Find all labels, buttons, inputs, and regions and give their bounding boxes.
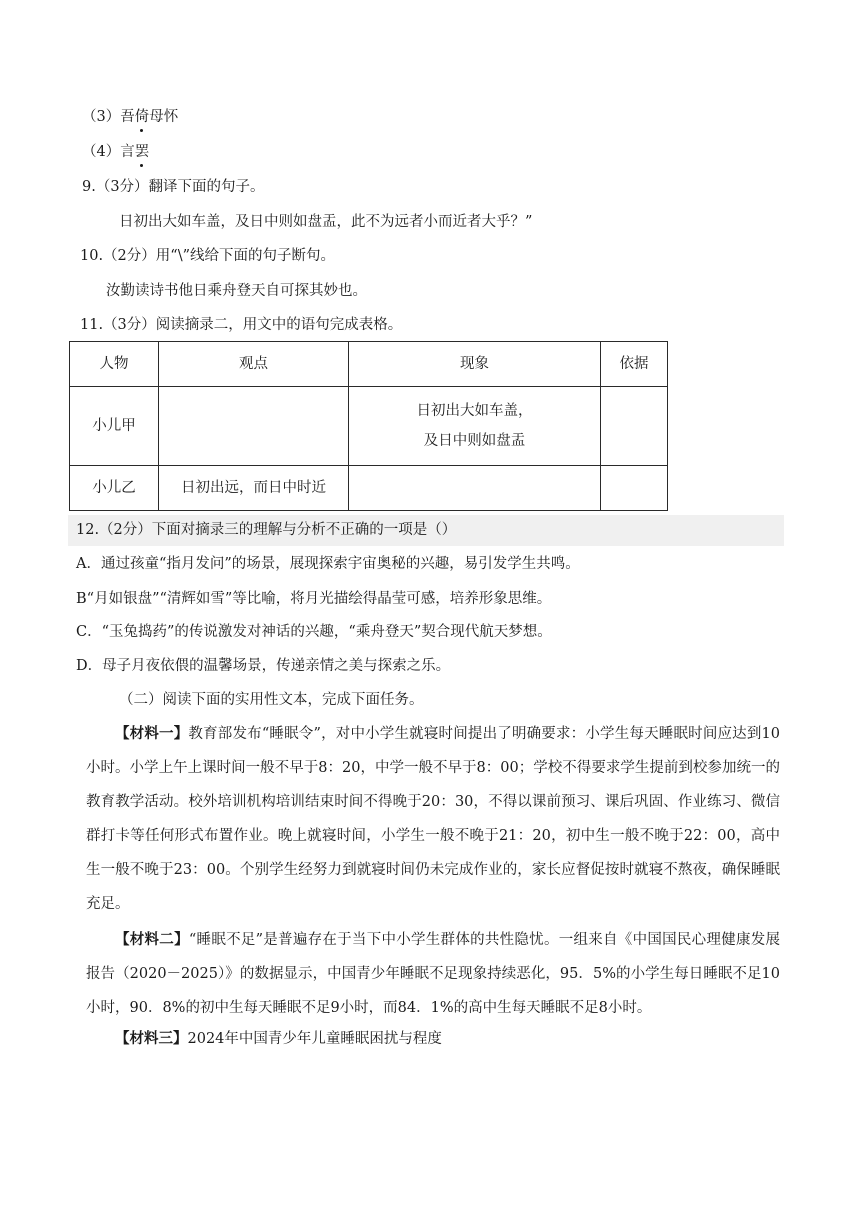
- question-9-label: 9.（3分）翻译下面的句子。: [82, 179, 265, 195]
- phenomenon-line-2: 及日中则如盘盂: [423, 433, 526, 449]
- section-2-title: （二）阅读下面的实用性文本，完成下面任务。: [119, 692, 424, 708]
- phenomenon-line-1: 日初出大如车盖，: [416, 403, 533, 419]
- material-3-text: 2024年中国青少年儿童睡眠困扰与程度: [187, 1031, 442, 1047]
- material-3: [86, 1022, 780, 1056]
- option-b[interactable]: B“月如银盘”“清辉如雪”等比喻，将月光描绘得晶莹可感，培养形象思维。: [76, 591, 552, 607]
- cell-person: 小儿乙: [70, 466, 159, 511]
- header-view: 观点: [159, 342, 349, 387]
- material-2-text: “睡眠不足”是普遍存在于当下中小学生群体的共性隐忧。一组来自《中国国民心理健康发展报告（2020－2025）》的数据显示，中国青少年睡眠不足现象持续恶化，95．5%的小学生每日睡眠不足10小时，90．8%的初中生每天睡眠不足9小时，而84．1%的高中生每天睡眠不足8小时。: [86, 932, 781, 1016]
- material-2: [86, 923, 780, 1025]
- header-phenomenon: 现象: [349, 342, 601, 387]
- item-4-dotted-char: 罢: [134, 144, 150, 160]
- item-4: [82, 142, 149, 162]
- material-2-tag: 【材料二】: [115, 931, 189, 948]
- question-12-label: 12.（2分）下面对摘录三的理解与分析不正确的一项是（）: [76, 522, 457, 538]
- material-1-text: 教育部发布“睡眠令”，对中小学生就寝时间提出了明确要求：小学生每天睡眠时间应达到10小时。小学上午上课时间一般不早于8：20，中学一般不早于8：00；学校不得要求学生提前到校参加统一的教育教学活动。校外培训机构培训结束时间不得晚于20：30，不得以课前预习、课后巩固、作业练习、微信群打卡等任何形式布置作业。晚上就寝时间，小学生一般不晚于21：20，初中生一般不晚于22：00，高中生一般不晚于23：00。个别学生经努力到就寝时间仍未完成作业的，家长应督促按时就寝不熬夜，确保睡眠充足。: [86, 726, 781, 912]
- material-1: [86, 717, 780, 921]
- item-4-prefix: （4）言: [82, 144, 135, 160]
- option-a[interactable]: A．通过孩童“指月发问”的场景，展现探索宇宙奥秘的兴趣，易引发学生共鸣。: [76, 556, 580, 572]
- material-1-tag: 【材料一】: [115, 725, 189, 742]
- item-3-dotted-char: 倚: [134, 109, 150, 125]
- cell-basis-blank[interactable]: [601, 466, 668, 511]
- question-11-label: 11.（3分）阅读摘录二，用文中的语句完成表格。: [80, 317, 403, 333]
- header-basis: 依据: [601, 342, 668, 387]
- cell-phenomenon: [349, 387, 601, 466]
- table-row: [70, 387, 668, 466]
- item-3-prefix: （3）吾: [82, 109, 135, 125]
- cell-basis-blank[interactable]: [601, 387, 668, 466]
- table-row: [70, 466, 668, 511]
- answer-table: [69, 341, 668, 511]
- cell-phenomenon-blank[interactable]: [349, 466, 601, 511]
- cell-view-blank[interactable]: [159, 387, 349, 466]
- material-3-tag: 【材料三】: [115, 1030, 188, 1047]
- cell-view: 日初出远，而日中时近: [159, 466, 349, 511]
- option-d[interactable]: D．母子月夜依偎的温馨场景，传递亲情之美与探索之乐。: [76, 658, 451, 674]
- item-3-suffix: 母怀: [149, 109, 179, 125]
- header-person: 人物: [70, 342, 159, 387]
- option-c[interactable]: C．“玉兔捣药”的传说激发对神话的兴趣，“乘舟登天”契合现代航天梦想。: [76, 624, 552, 640]
- table-header-row: [70, 342, 668, 387]
- question-9-sentence: 日初出大如车盖，及日中则如盘盂，此不为远者小而近者大乎？”: [119, 214, 533, 230]
- question-10-sentence: 汝勤读诗书他日乘舟登天自可探其妙也。: [106, 283, 367, 299]
- cell-person: 小儿甲: [70, 387, 159, 466]
- question-10-label: 10.（2分）用“\”线给下面的句子断句。: [80, 248, 335, 264]
- item-3: [82, 107, 178, 127]
